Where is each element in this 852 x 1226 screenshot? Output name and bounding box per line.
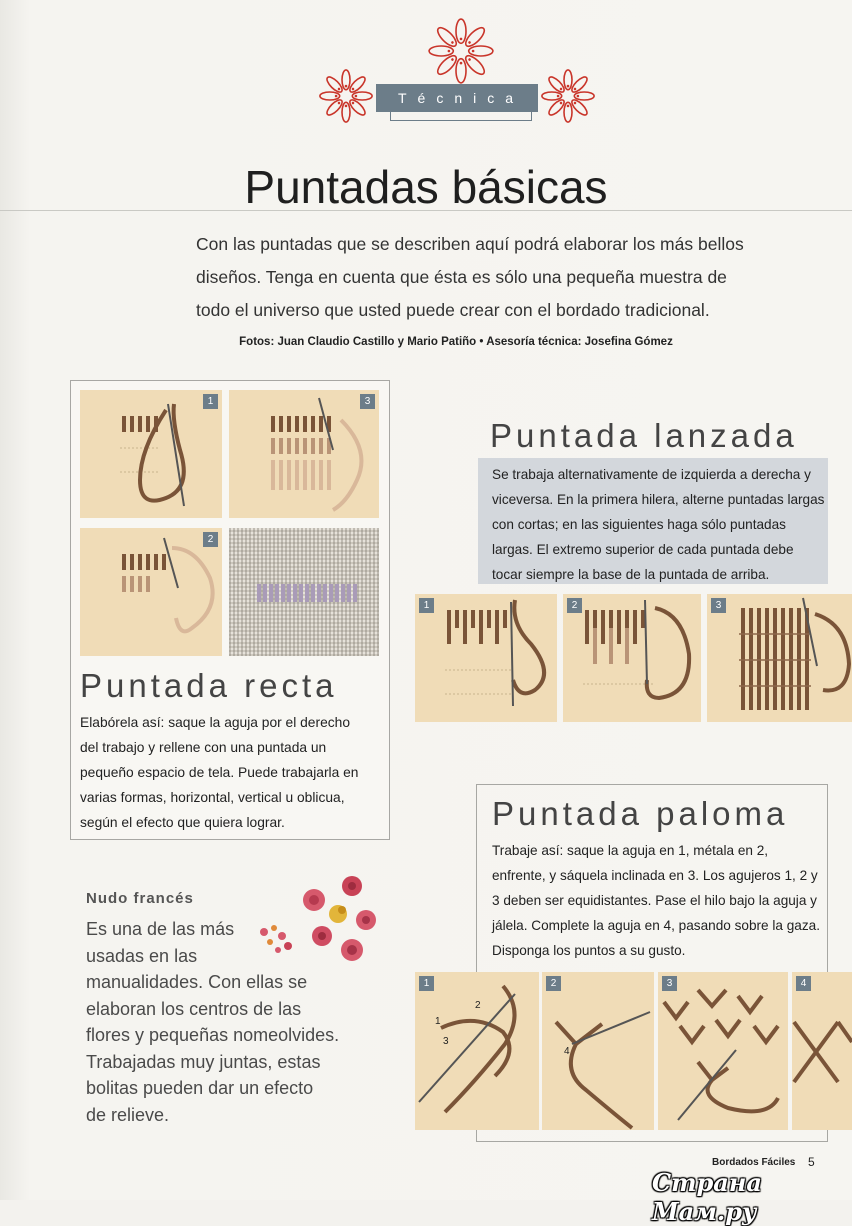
fly-stitch-illustration bbox=[658, 972, 788, 1130]
body-line: Es una de las más bbox=[86, 919, 235, 939]
diagram-label: 4 bbox=[564, 1046, 570, 1057]
watermark-text: Страна Мам.ру bbox=[652, 1168, 762, 1226]
flower-ornament-left bbox=[318, 68, 374, 124]
body-line: flores y pequeñas nomeolvides. bbox=[86, 1025, 340, 1045]
flower-dot bbox=[335, 95, 338, 98]
step-number-badge: 3 bbox=[711, 598, 726, 613]
body-line: Trabajadas muy juntas, estas bbox=[86, 1051, 321, 1072]
body-line: manualidades. Con ellas se bbox=[86, 972, 308, 992]
flower-dot bbox=[573, 87, 577, 91]
body-line: Disponga los puntos a su gusto. bbox=[492, 943, 686, 958]
recta-step-2-photo bbox=[80, 528, 222, 656]
paloma-body bbox=[492, 838, 842, 963]
long-short-stitch-illustration bbox=[415, 594, 557, 722]
page-number: 5 bbox=[808, 1155, 815, 1169]
flower-dot bbox=[351, 87, 355, 91]
french-knot-flowers-photo bbox=[252, 872, 382, 972]
step-number-badge: 1 bbox=[419, 598, 434, 613]
lanzada-title: Puntada lanzada bbox=[490, 417, 798, 454]
body-line: de relieve. bbox=[86, 1104, 170, 1125]
body-line: usadas en las bbox=[86, 945, 198, 966]
recta-step-3-photo bbox=[229, 390, 379, 518]
body-line: tocar siempre la base de la puntada de arriba. bbox=[492, 567, 770, 582]
recta-step-1-photo bbox=[80, 390, 222, 518]
body-line: elaboran los centros de las bbox=[86, 998, 302, 1019]
diagram-label: 1 bbox=[435, 1016, 441, 1027]
flower-dot bbox=[448, 50, 451, 53]
lanzada-step-2-photo bbox=[563, 594, 701, 722]
step-number-badge: 2 bbox=[567, 598, 582, 613]
body-line: varias formas, horizontal, vertical u oblicua, bbox=[80, 790, 345, 805]
flower-dot bbox=[559, 101, 563, 105]
step-number-badge: 1 bbox=[419, 976, 434, 991]
flower-dot bbox=[559, 87, 563, 91]
long-short-stitch-illustration bbox=[563, 594, 701, 722]
fly-stitch-illustration bbox=[792, 972, 852, 1130]
flower-ornament-right bbox=[540, 68, 596, 124]
magazine-name: Bordados Fáciles bbox=[712, 1157, 796, 1168]
recta-title: Puntada recta bbox=[80, 667, 338, 704]
long-short-stitch-illustration bbox=[707, 594, 852, 722]
step-number-badge: 3 bbox=[662, 976, 677, 991]
body-line: enfrente, y sáquela inclinada en 3. Los agujeros 1, 2 y bbox=[492, 868, 818, 883]
diagram-label: 2 bbox=[475, 1000, 481, 1011]
body-line: pequeño espacio de tela. Puede trabajarla en bbox=[80, 765, 359, 780]
body-line: Trabaje así: saque la aguja en 1, métala en 2, bbox=[492, 843, 769, 858]
step-number-badge: 2 bbox=[203, 532, 218, 547]
flower-dot bbox=[468, 41, 472, 45]
flower-dot bbox=[468, 58, 472, 62]
flower-dot bbox=[567, 105, 570, 108]
flower-dot bbox=[345, 85, 348, 88]
flower-dot bbox=[337, 101, 341, 105]
embroidered-sample bbox=[229, 528, 379, 656]
flower-dot bbox=[557, 95, 560, 98]
lanzada-body bbox=[492, 462, 832, 587]
paloma-title: Puntada paloma bbox=[492, 795, 789, 832]
paloma-step-2-photo bbox=[542, 972, 654, 1130]
recta-fabric-photo bbox=[229, 528, 379, 656]
flower-ornament-top bbox=[428, 18, 494, 84]
intro-paragraph bbox=[196, 228, 756, 327]
flower-dot bbox=[573, 101, 577, 105]
body-line: largas. El extremo superior de cada puntada debe bbox=[492, 542, 794, 557]
flower-dot bbox=[345, 105, 348, 108]
photo-credits: Fotos: Juan Claudio Castillo y Mario Patiño • Asesoría técnica: Josefina Gómez bbox=[239, 336, 673, 348]
body-line: 3 deben ser equidistantes. Pase el hilo bajo la aguja y bbox=[492, 893, 817, 908]
straight-stitch-illustration bbox=[229, 390, 379, 518]
body-line: jálela. Complete la aguja en 4, pasando sobre la gaza. bbox=[492, 918, 820, 933]
body-line: del trabajo y rellene con una puntada un bbox=[80, 740, 327, 755]
step-number-badge: 4 bbox=[796, 976, 811, 991]
flower-dot bbox=[567, 85, 570, 88]
straight-stitch-illustration bbox=[80, 390, 222, 518]
step-number-badge: 3 bbox=[360, 394, 375, 409]
page-title: Puntadas básicas bbox=[244, 161, 608, 213]
body-line: con cortas; en las siguientes haga sólo puntadas bbox=[492, 517, 786, 532]
flower-dot bbox=[351, 101, 355, 105]
intro-line: Con las puntadas que se describen aquí podrá elaborar los más bellos bbox=[196, 234, 744, 254]
body-line: viceversa. En la primera hilera, alterne puntadas largas bbox=[492, 492, 825, 507]
section-tag-frame bbox=[390, 112, 532, 121]
paloma-step-4-photo bbox=[792, 972, 852, 1130]
section-tag: Técnica bbox=[397, 90, 525, 106]
intro-line: diseños. Tenga en cuenta que ésta es sólo una pequeña muestra de bbox=[196, 267, 727, 287]
flower-dot bbox=[337, 87, 341, 91]
lanzada-step-3-photo bbox=[707, 594, 852, 722]
flower-dot bbox=[451, 58, 455, 62]
body-line: bolitas pueden dar un efecto bbox=[86, 1078, 314, 1098]
lanzada-step-1-photo bbox=[415, 594, 557, 722]
flower-dot bbox=[451, 41, 455, 45]
recta-body bbox=[80, 710, 380, 835]
body-line: Elabórela así: saque la aguja por el derecho bbox=[80, 715, 350, 730]
fly-stitch-illustration bbox=[542, 972, 654, 1130]
intro-line: todo el universo que usted puede crear con el bordado tradicional. bbox=[196, 300, 710, 320]
diagram-label: 3 bbox=[443, 1036, 449, 1047]
flower-dot bbox=[460, 62, 463, 65]
body-line: Se trabaja alternativamente de izquierda a derecha y bbox=[492, 467, 811, 482]
flower-dot bbox=[460, 38, 463, 41]
body-line: según el efecto que quiera lograr. bbox=[80, 815, 285, 830]
flower-dot bbox=[355, 95, 358, 98]
straight-stitch-illustration bbox=[80, 528, 222, 656]
nudo-heading: Nudo francés bbox=[86, 890, 194, 907]
step-number-badge: 2 bbox=[546, 976, 561, 991]
fly-stitch-illustration bbox=[415, 972, 539, 1130]
flower-dot bbox=[577, 95, 580, 98]
paloma-step-3-photo bbox=[658, 972, 788, 1130]
step-number-badge: 1 bbox=[203, 394, 218, 409]
paloma-step-1-photo bbox=[415, 972, 539, 1130]
flower-dot bbox=[472, 50, 475, 53]
